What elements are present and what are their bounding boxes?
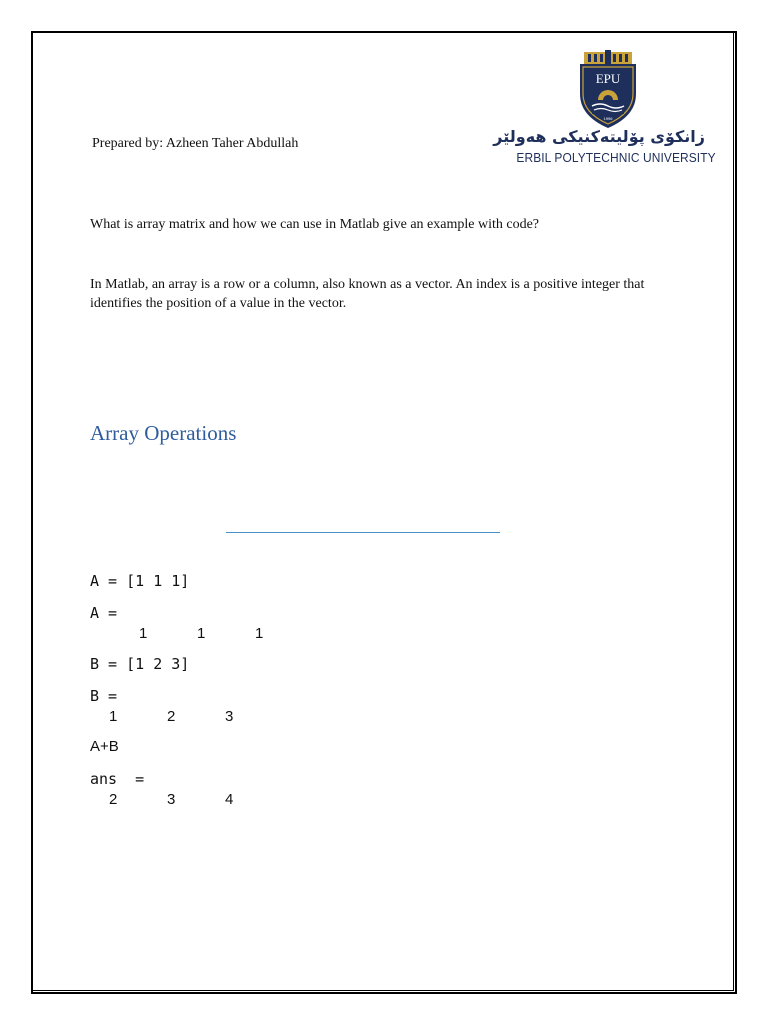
prepared-by: Prepared by: Azheen Taher Abdullah (92, 136, 299, 151)
logo-year: 1996 (603, 116, 613, 121)
code-line-ans-label: ans = (90, 770, 145, 788)
university-logo (493, 44, 716, 174)
epu-shield-icon (578, 50, 638, 130)
section-heading: Array Operations (90, 421, 237, 445)
b-value-3: 3 (225, 708, 234, 725)
a-value-2: 1 (197, 625, 206, 642)
ans-value-2: 3 (167, 791, 176, 808)
code-line-b-assign: B = [1 2 3] (90, 655, 190, 673)
logo-acronym: EPU (595, 71, 621, 86)
question-text: What is array matrix and how we can use in Matlab give an example with code? (90, 217, 540, 232)
ans-value-1: 2 (109, 791, 118, 808)
page-border (31, 31, 737, 994)
answer-text: In Matlab, an array is a row or a column, also known as a vector. An index is a positive integer that identifies the position of a value in the vector. (90, 277, 645, 311)
ans-value-3: 4 (225, 791, 234, 808)
logo-kurdish-name: زانكۆی پۆلیتەکنیکی هەولێر (493, 127, 705, 146)
logo-english-name: ERBIL POLYTECHNIC UNIVERSITY (516, 150, 716, 165)
b-value-1: 1 (109, 708, 118, 725)
a-value-3: 1 (255, 625, 264, 642)
b-value-2: 2 (167, 708, 176, 725)
code-line-a-label: A = (90, 604, 118, 622)
page-border-inner (33, 33, 734, 991)
a-value-1: 1 (139, 625, 148, 642)
heading-divider (226, 532, 500, 533)
code-line-a-assign: A = [1 1 1] (90, 572, 190, 590)
code-line-b-label: B = (90, 687, 118, 705)
code-line-sum: A+B (90, 738, 119, 755)
